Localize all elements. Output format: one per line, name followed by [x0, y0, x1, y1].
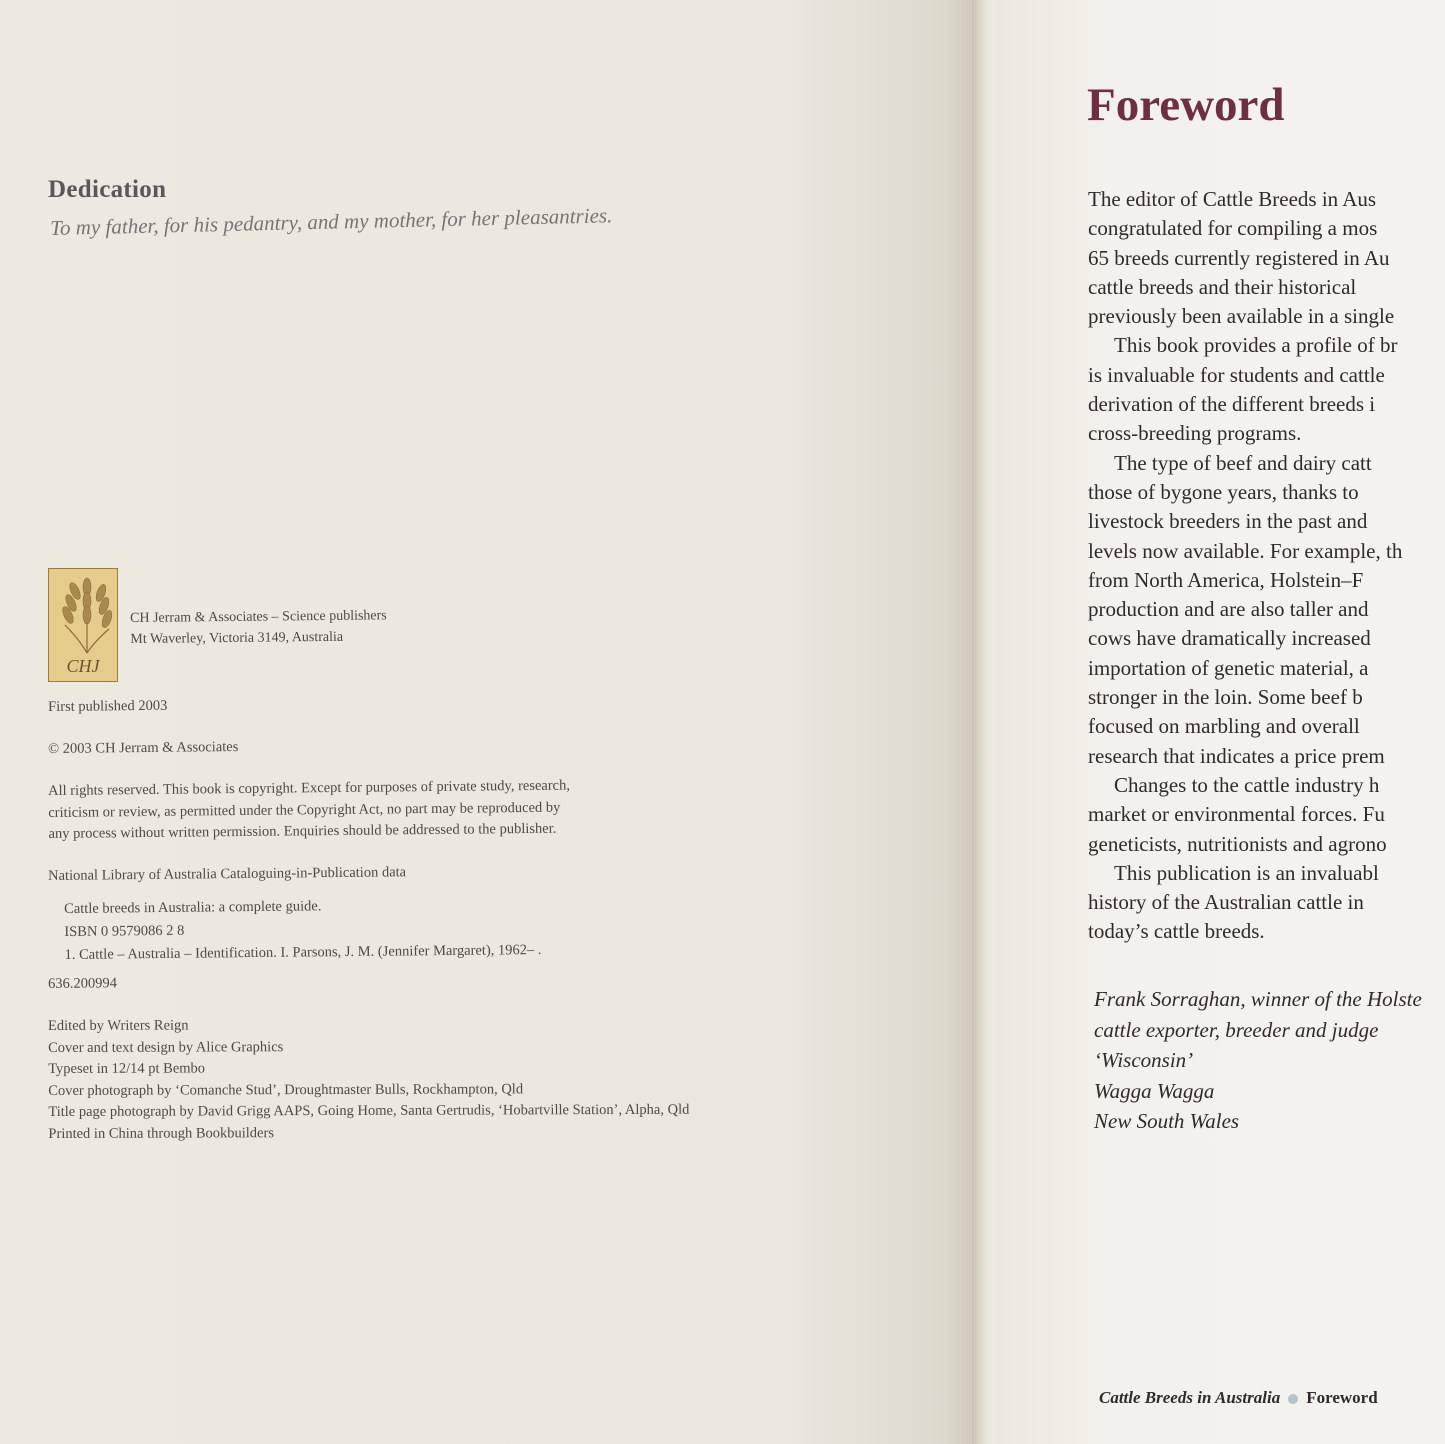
foreword-line: cross-breeding programs. — [1088, 421, 1302, 446]
cip-data — [64, 890, 825, 967]
signature-line: New South Wales — [1094, 1109, 1240, 1133]
dedication-text: To my father, for his pedantry, and my mother, for her pleasantries. — [50, 203, 613, 240]
rights-line: criticism or review, as permitted under the Copyright Act, no part may be reproduced by — [48, 799, 561, 821]
signature-line: Wagga Wagga — [1094, 1078, 1215, 1103]
dedication-heading: Dedication — [48, 176, 167, 203]
credit-line: Edited by Writers Reign — [48, 1017, 189, 1034]
foreword-line: is invaluable for students and cattle — [1088, 362, 1385, 387]
rights-line: All rights reserved. This book is copyright. Except for purposes of private study, research, — [48, 777, 571, 799]
cip-isbn: ISBN 0 9579086 2 8 — [64, 922, 185, 940]
publisher-address — [130, 605, 387, 650]
signature-line: cattle exporter, breeder and judge — [1094, 1017, 1379, 1042]
foreword-line: livestock breeders in the past and — [1088, 509, 1368, 534]
foreword-title: Foreword — [1087, 79, 1285, 131]
credit-line: Cover photograph by ‘Comanche Stud’, Droughtmaster Bulls, Rockhampton, Qld — [48, 1081, 524, 1099]
foreword-signature — [1094, 984, 1422, 1137]
wheat-icon — [49, 573, 117, 655]
foreword-line: geneticists, nutritionists and agrono — [1088, 831, 1387, 856]
credit-line: Cover and text design by Alice Graphics — [48, 1038, 284, 1056]
publisher-location: Mt Waverley, Victoria 3149, Australia — [130, 629, 344, 647]
credit-line: Title page photograph by David Grigg AAPS, Going Home, Santa Gertrudis, ‘Hobartville Station’, Alpha, Qld — [48, 1102, 690, 1121]
foreword-line: focused on marbling and overall — [1088, 714, 1360, 739]
foreword-line: importation of genetic material, a — [1088, 655, 1369, 680]
cip-number-text: 636.200994 — [48, 975, 118, 992]
foreword-line: This book provides a profile of br — [1114, 333, 1398, 358]
copyright-text: © 2003 CH Jerram & Associates — [48, 739, 239, 757]
cip-number — [48, 966, 808, 994]
foreword-line: production and are also taller and — [1088, 597, 1369, 622]
rights-statement — [48, 773, 809, 845]
foreword-line: This publication is an invaluabl — [1114, 860, 1379, 885]
foreword-line: cattle breeds and their historical — [1088, 274, 1357, 299]
foreword-line: cows have dramatically increased — [1088, 626, 1371, 651]
cip-subject: 1. Cattle – Australia – Identification. I. Parsons, J. M. (Jennifer Margaret), 1962– . — [64, 942, 542, 963]
foreword-body — [1088, 185, 1445, 947]
cip-heading — [48, 858, 808, 886]
foreword-line: those of bygone years, thanks to — [1088, 479, 1359, 504]
foreword-line: market or environmental forces. Fu — [1088, 802, 1385, 827]
foreword-line: derivation of the different breeds i — [1088, 392, 1376, 417]
publisher-logo — [48, 568, 118, 682]
foreword-line: levels now available. For example, th — [1088, 538, 1403, 563]
foreword-line: The editor of Cattle Breeds in Aus — [1088, 187, 1377, 211]
foreword-line: Changes to the cattle industry h — [1114, 772, 1380, 797]
footer-section: Foreword — [1306, 1388, 1378, 1407]
cip-heading-text: National Library of Australia Cataloguing-in-Publication data — [48, 864, 407, 884]
first-published-text: First published 2003 — [48, 697, 168, 715]
signature-line: ‘Wisconsin’ — [1094, 1048, 1194, 1072]
foreword-line: 65 breeds currently registered in Au — [1088, 245, 1390, 270]
production-credits — [48, 1013, 808, 1145]
foreword-line: research that indicates a price prem — [1088, 743, 1385, 768]
running-footer — [1099, 1388, 1378, 1408]
publisher-name: CH Jerram & Associates – Science publishers — [130, 608, 387, 626]
footer-book-title: Cattle Breeds in Australia — [1099, 1388, 1281, 1407]
foreword-line: stronger in the loin. Some beef b — [1088, 685, 1363, 710]
right-page — [995, 0, 1445, 1444]
credit-line: Printed in China through Bookbuilders — [48, 1125, 274, 1142]
foreword-line: The type of beef and dairy catt — [1114, 450, 1372, 475]
cip-title: Cattle breeds in Australia: a complete guide. — [64, 898, 322, 917]
rights-line: any process without written permission. Enquiries should be addressed to the publisher. — [48, 820, 557, 842]
foreword-line: history of the Australian cattle in — [1088, 890, 1364, 915]
foreword-line: from North America, Holstein–F — [1088, 567, 1364, 592]
credit-line: Typeset in 12/14 pt Bembo — [48, 1060, 206, 1078]
first-published — [48, 689, 808, 717]
logo-text: CHJ — [66, 656, 100, 676]
signature-line: Frank Sorraghan, winner of the Holste — [1094, 987, 1422, 1011]
foreword-line: previously been available in a single — [1088, 304, 1395, 329]
foreword-line: congratulated for compiling a mos — [1088, 216, 1378, 241]
bullet-icon — [1288, 1394, 1298, 1404]
foreword-line: today’s cattle breeds. — [1088, 919, 1265, 944]
copyright-notice — [48, 731, 808, 759]
